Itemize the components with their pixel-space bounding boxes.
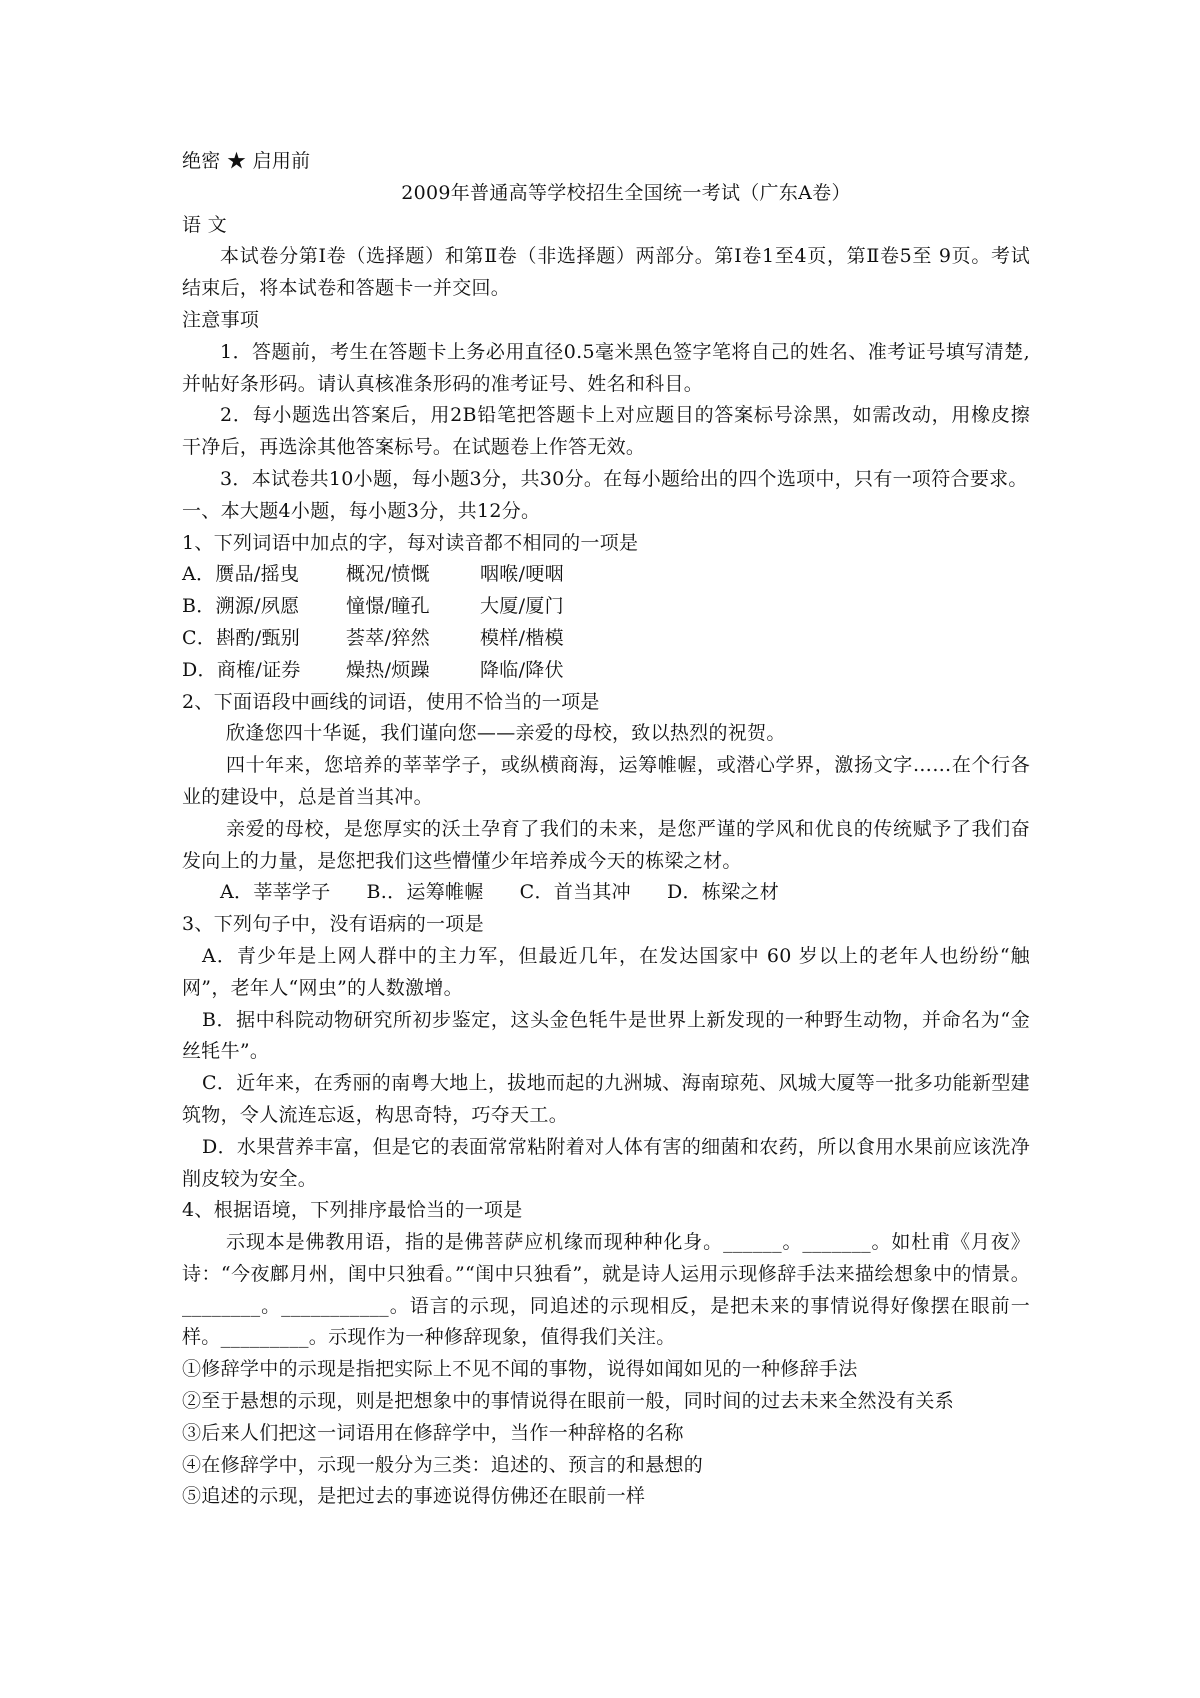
option-word: 概况/愤慨: [346, 563, 430, 586]
q4-item-4: ④在修辞学中，示现一般分为三类：追述的、预言的和悬想的: [182, 1453, 704, 1476]
question-1-stem: 1、下列词语中加点的字，每对读音都不相同的一项是: [182, 531, 639, 554]
q2-paragraph: 亲爱的母校，是您厚实的沃土孕育了我们的未来，是您严谨的学风和优良的传统赋予了我们奋发向上的力量，是您把我们这些懵懂少年培养成今天的栋梁之材。: [182, 817, 1030, 872]
option-word: 憧憬/瞳孔: [346, 595, 430, 618]
option-word: 大厦/厦门: [480, 595, 564, 618]
section-heading: 一、本大题4小题，每小题3分，共12分。: [182, 499, 541, 522]
option-word: A．赝品/摇曳: [182, 563, 300, 586]
option-word: 荟萃/猝然: [346, 626, 430, 649]
q3-option-b: B．据中科院动物研究所初步鉴定，这头金色牦牛是世界上新发现的一种野生动物，并命名为“金丝牦牛”。: [182, 1008, 1030, 1063]
q4-passage: 示现本是佛教用语，指的是佛菩萨应机缘而现种种化身。______。_______。如杜甫《月夜》诗：“今夜鄜月州，闺中只独看。”“闺中只独看”，就是诗人运用示现修辞手法来描绘想象中的情景。________。___________。语言的示现，同追述的示现相反，是把未来的事情说得好像摆在眼前一样。_________。示现作为一种修辞现象，值得我们关注。: [182, 1231, 1030, 1349]
q4-item-5: ⑤追述的示现，是把过去的事迹说得仿佛还在眼前一样: [182, 1485, 646, 1508]
notice-heading: 注意事项: [182, 308, 260, 331]
q1-option-c: [182, 623, 1030, 655]
intro-paragraph: 本试卷分第Ⅰ卷（选择题）和第Ⅱ卷（非选择题）两部分。第Ⅰ卷1至4页，第Ⅱ卷5至 9页。考试结束后，将本试卷和答题卡一并交回。: [182, 245, 1030, 300]
question-4-stem: 4、根据语境，下列排序最恰当的一项是: [182, 1199, 523, 1222]
q3-option-a: A．青少年是上网人群中的主力军，但最近几年，在发达国家中 60 岁以上的老年人也纷纷“触网”，老年人“网虫”的人数激增。: [182, 944, 1030, 999]
q3-option-c: C．近年来，在秀丽的南粤大地上，拔地而起的九洲城、海南琼苑、风城大厦等一批多功能新型建筑物，令人流连忘返，构思奇特，巧夺天工。: [182, 1072, 1030, 1126]
option-word: C．斟酌/甄别: [182, 626, 301, 649]
q2-option-d: D．栋梁之材: [666, 881, 780, 904]
q1-option-d: [182, 655, 1030, 687]
option-word: B．溯源/夙愿: [182, 595, 300, 618]
question-3-stem: 3、下列句子中，没有语病的一项是: [182, 913, 484, 936]
option-word: 咽喉/哽咽: [480, 563, 564, 586]
question-2-stem: 2、下面语段中画线的词语，使用不恰当的一项是: [182, 690, 600, 713]
option-word: 降临/降伏: [480, 658, 564, 681]
notice-item: 1．答题前，考生在答题卡上务必用直径0.5毫米黑色签字笔将自己的姓名、准考证号填写清楚,并帖好条形码。请认真核准条形码的准考证号、姓名和科目。: [182, 340, 1030, 395]
q2-option-b: B.．运筹帷幄: [366, 881, 484, 904]
q2-paragraph: 四十年来，您培养的莘莘学子，或纵横商海，运筹帷幄，或潜心学界，激扬文字……在个行各业的建设中，总是首当其冲。: [182, 754, 1030, 808]
q4-item-2: ②至于悬想的示现，则是把想象中的事情说得在眼前一般，同时间的过去未来全然没有关系: [182, 1390, 955, 1413]
q2-option-a: A．莘莘学子: [220, 881, 331, 904]
option-word: 燥热/烦躁: [346, 658, 430, 681]
confidential-mark: 绝密 ★ 启用前: [182, 150, 311, 172]
q4-item-1: ①修辞学中的示现是指把实际上不见不闻的事物，说得如闻如见的一种修辞手法: [182, 1358, 858, 1381]
q4-item-3: ③后来人们把这一词语用在修辞学中，当作一种辞格的名称: [182, 1421, 684, 1444]
notice-item: 2．每小题选出答案后，用2B铅笔把答题卡上对应题目的答案标号涂黑，如需改动，用橡皮擦干净后，再选涂其他答案标号。在试题卷上作答无效。: [182, 404, 1030, 459]
subject-label: 语 文: [182, 213, 227, 236]
exam-title: 2009年普通高等学校招生全国统一考试（广东A卷）: [401, 181, 851, 204]
exam-content: [182, 146, 1030, 1513]
q3-option-d: D．水果营养丰富，但是它的表面常常粘附着对人体有害的细菌和农药，所以食用水果前应该洗净削皮较为安全。: [182, 1135, 1030, 1190]
q1-option-b: [182, 591, 1030, 623]
option-word: 模样/楷模: [480, 626, 564, 649]
q2-option-c: C．首当其冲: [519, 881, 631, 904]
q2-paragraph: 欣逢您四十华诞，我们谨向您——亲爱的母校，致以热烈的祝贺。: [226, 722, 786, 745]
q2-options: [182, 877, 1030, 909]
option-word: D．商榷/证券: [182, 658, 301, 681]
notice-item: 3．本试卷共10小题，每小题3分，共30分。在每小题给出的四个选项中，只有一项符合要求。: [220, 467, 1028, 490]
q1-option-a: [182, 559, 1030, 591]
